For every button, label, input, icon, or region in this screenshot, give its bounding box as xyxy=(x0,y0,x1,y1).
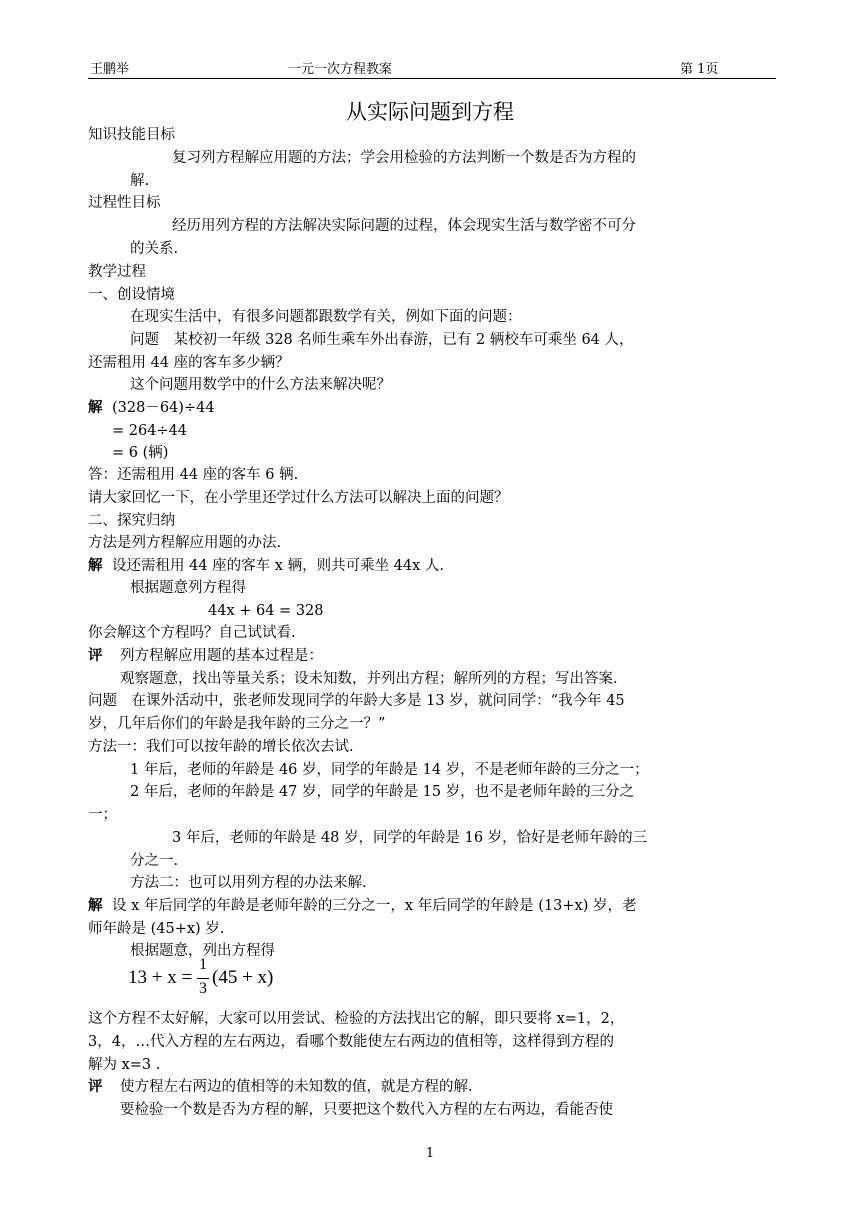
text-line: 使方程左右两边的值相等的未知数的值，就是方程的解. xyxy=(120,1079,473,1095)
text-line: 解为 x=3 . xyxy=(88,1057,161,1073)
text-line: 复习列方程解应用题的方法；学会用检验的方法判断一个数是否为方程的 xyxy=(172,150,636,166)
text-line: 在现实生活中，有很多问题都跟数学有关，例如下面的问题： xyxy=(130,309,522,325)
text-line: 方法一：我们可以按年龄的增长依次去试. xyxy=(88,739,354,755)
text-line: 2 年后，老师的年龄是 47 岁，同学的年龄是 15 岁，也不是老师年龄的三分之 xyxy=(130,784,635,800)
text-line: 要检验一个数是否为方程的解，只要把这个数代入方程的左右两边，看能否使 xyxy=(120,1102,613,1118)
fraction-numerator: 1 xyxy=(199,956,207,973)
text-line: = 264÷44 xyxy=(112,423,188,439)
text-line: 问题 某校初一年级 328 名师生乘车外出春游，已有 2 辆校车可乘坐 64 人， xyxy=(130,332,634,348)
solution-label: 解 xyxy=(88,557,103,574)
text-line: 根据题意列方程得 xyxy=(130,580,246,596)
text-line: 设还需租用 44 座的客车 x 辆，则共可乘坐 44x 人. xyxy=(112,558,445,574)
equation-right: (45 + x) xyxy=(212,967,274,988)
text-line: (328－64)÷44 xyxy=(112,400,215,416)
text-line: 过程性目标 xyxy=(88,195,161,211)
text-line: 根据题意，列出方程得 xyxy=(130,943,275,959)
comment-label: 评 xyxy=(88,647,103,664)
text-line: = 6 (辆) xyxy=(112,445,169,461)
text-line: 师年龄是 (45+x) 岁. xyxy=(88,921,225,937)
page-title: 从实际问题到方程 xyxy=(346,100,514,124)
section-heading: 二、探究归纳 xyxy=(88,513,175,529)
equation-left: 13 + x = xyxy=(128,967,193,988)
solution-label: 解 xyxy=(88,399,103,416)
text-line: 方法二：也可以用列方程的办法来解. xyxy=(130,875,367,891)
text-line: 还需租用 44 座的客车多少辆？ xyxy=(88,355,290,371)
fraction-bar xyxy=(197,978,209,979)
section-heading: 一、创设情境 xyxy=(88,287,175,303)
text-line: 请大家回忆一下，在小学里还学过什么方法可以解决上面的问题？ xyxy=(88,490,509,506)
header-page-label: 第 1页 xyxy=(680,62,719,77)
text-line: 这个问题用数学中的什么方法来解决呢？ xyxy=(130,377,391,393)
text-line: 解. xyxy=(130,173,150,189)
text-line: 3，4，…代入方程的左右两边，看哪个数能使左右两边的值相等，这样得到方程的 xyxy=(88,1034,614,1050)
fraction-denominator: 3 xyxy=(199,980,207,997)
header-doc-title: 一元一次方程教案 xyxy=(288,62,393,77)
text-line: 一； xyxy=(88,807,117,823)
text-line: 列方程解应用题的基本过程是： xyxy=(120,648,323,664)
text-line: 问题 在课外活动中，张老师发现同学的年龄大多是 13 岁，就问同学：“我今年 45 xyxy=(88,693,625,709)
equation-line: 44x + 64 = 328 xyxy=(208,603,324,619)
page-header xyxy=(88,58,776,79)
text-line: 知识技能目标 xyxy=(88,127,175,143)
text-line: 经历用列方程的方法解决实际问题的过程，体会现实生活与数学密不可分 xyxy=(172,218,636,234)
text-line: 教学过程 xyxy=(88,264,146,280)
comment-label: 评 xyxy=(88,1078,103,1095)
text-line: 观察题意，找出等量关系；设未知数，并列出方程；解所列的方程；写出答案. xyxy=(120,671,618,687)
text-line: 你会解这个方程吗？自己试试看. xyxy=(88,625,296,641)
text-line: 答：还需租用 44 座的客车 6 辆. xyxy=(88,467,299,483)
text-line: 3 年后，老师的年龄是 48 岁，同学的年龄是 16 岁，恰好是老师年龄的三 xyxy=(172,830,648,846)
text-line: 方法是列方程解应用题的办法. xyxy=(88,535,282,551)
text-line: 岁，几年后你们的年龄是我年龄的三分之一？” xyxy=(88,716,386,732)
text-line: 的关系. xyxy=(130,241,179,257)
header-author: 王鹏举 xyxy=(90,62,130,77)
text-line: 1 年后，老师的年龄是 46 岁，同学的年龄是 14 岁，不是老师年龄的三分之一； xyxy=(130,762,649,778)
solution-label: 解 xyxy=(88,897,103,914)
text-line: 设 x 年后同学的年龄是老师年龄的三分之一，x 年后同学的年龄是 (13+x) 岁，老 xyxy=(112,898,637,914)
text-line: 这个方程不太好解，大家可以用尝试、检验的方法找出它的解，即只要将 x=1，2， xyxy=(88,1011,625,1027)
page-number: 1 xyxy=(425,1146,435,1161)
text-line: 分之一. xyxy=(130,853,179,869)
